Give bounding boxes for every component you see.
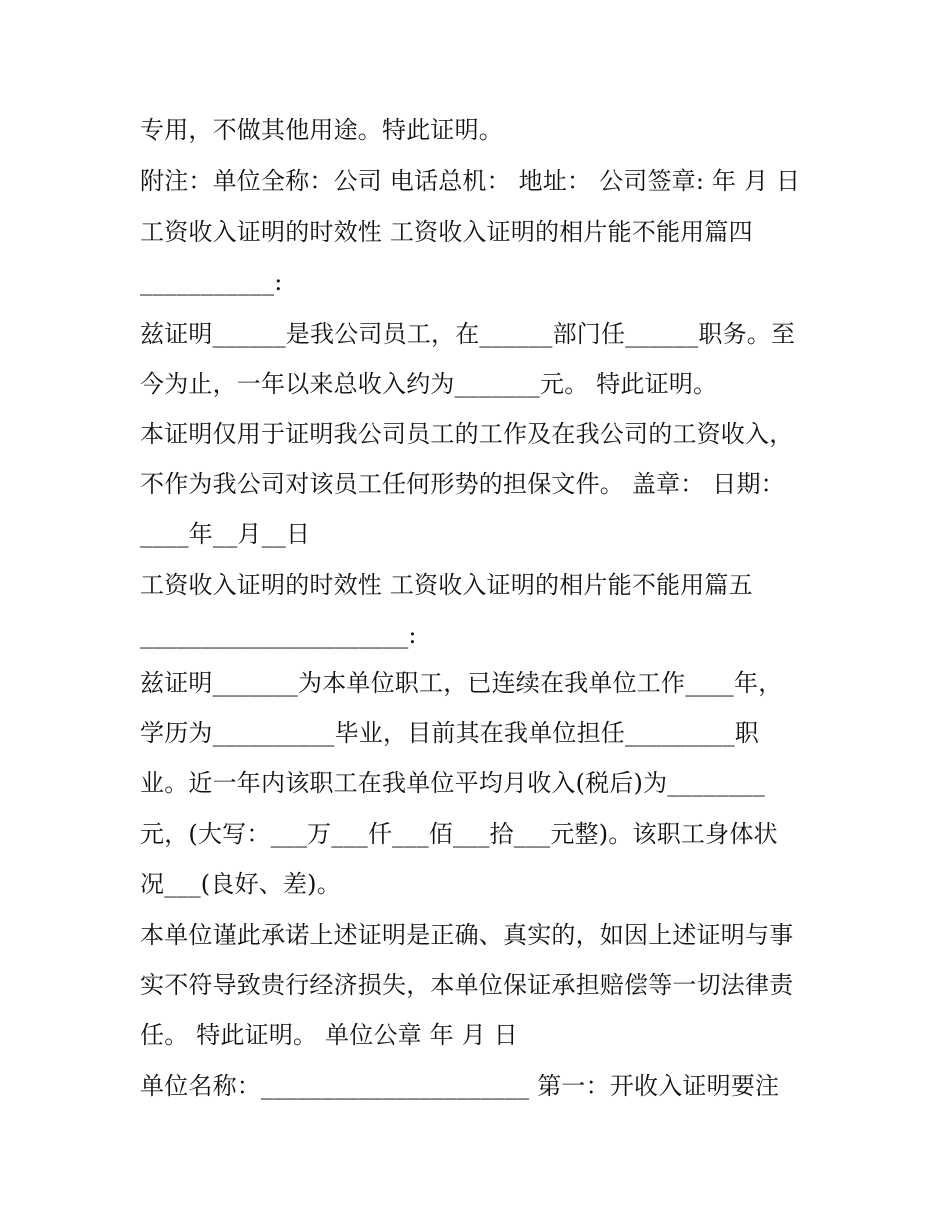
text-line: 学历为__________毕业，目前其在我单位担任_________职 (140, 719, 759, 747)
recipient-blank: ___________: (140, 268, 283, 296)
text-line: 专用，不做其他用途。特此证明。 (140, 116, 503, 144)
text-line: 不作为我公司对该员工任何形势的担保文件。 盖章： 日期： (140, 470, 785, 498)
text-line: 单位名称：______________________ 第一：开收入证明要注 (140, 1072, 780, 1100)
text-line: 业。近一年内该职工在我单位平均月收入(税后)为________ (140, 769, 765, 797)
text-line: 工资收入证明的时效性 工资收入证明的相片能不能用篇四 (140, 218, 753, 246)
date-blank-line: ____年__月__日 (140, 520, 311, 548)
text-line: 况___(良好、差)。 (140, 870, 341, 898)
text-line: 今为止，一年以来总收入约为_______元。 特此证明。 (140, 370, 718, 398)
text-line: 元，(大写：___万___仟___佰___拾___元整)。该职工身体状 (140, 820, 778, 848)
text-line: 兹证明_______为本单位职工，已连续在我单位工作____年， (140, 669, 783, 697)
text-line: 兹证明______是我公司员工，在______部门任______职务。至 (140, 320, 796, 348)
text-line: 本证明仅用于证明我公司员工的工作及在我公司的工资收入， (140, 420, 794, 448)
recipient-blank: ______________________: (140, 621, 417, 649)
text-line: 本单位谨此承诺上述证明是正确、真实的，如因上述证明与事 (140, 921, 794, 949)
text-line: 任。 特此证明。 单位公章 年 月 日 (140, 1021, 518, 1049)
text-line: 实不符导致贵行经济损失，本单位保证承担赔偿等一切法律责 (140, 971, 794, 999)
section-heading: 工资收入证明的时效性 工资收入证明的相片能不能用篇五 (140, 571, 753, 599)
text-line: 附注：单位全称：公司 电话总机： 地址： 公司签章: 年 月 日 (140, 167, 801, 195)
